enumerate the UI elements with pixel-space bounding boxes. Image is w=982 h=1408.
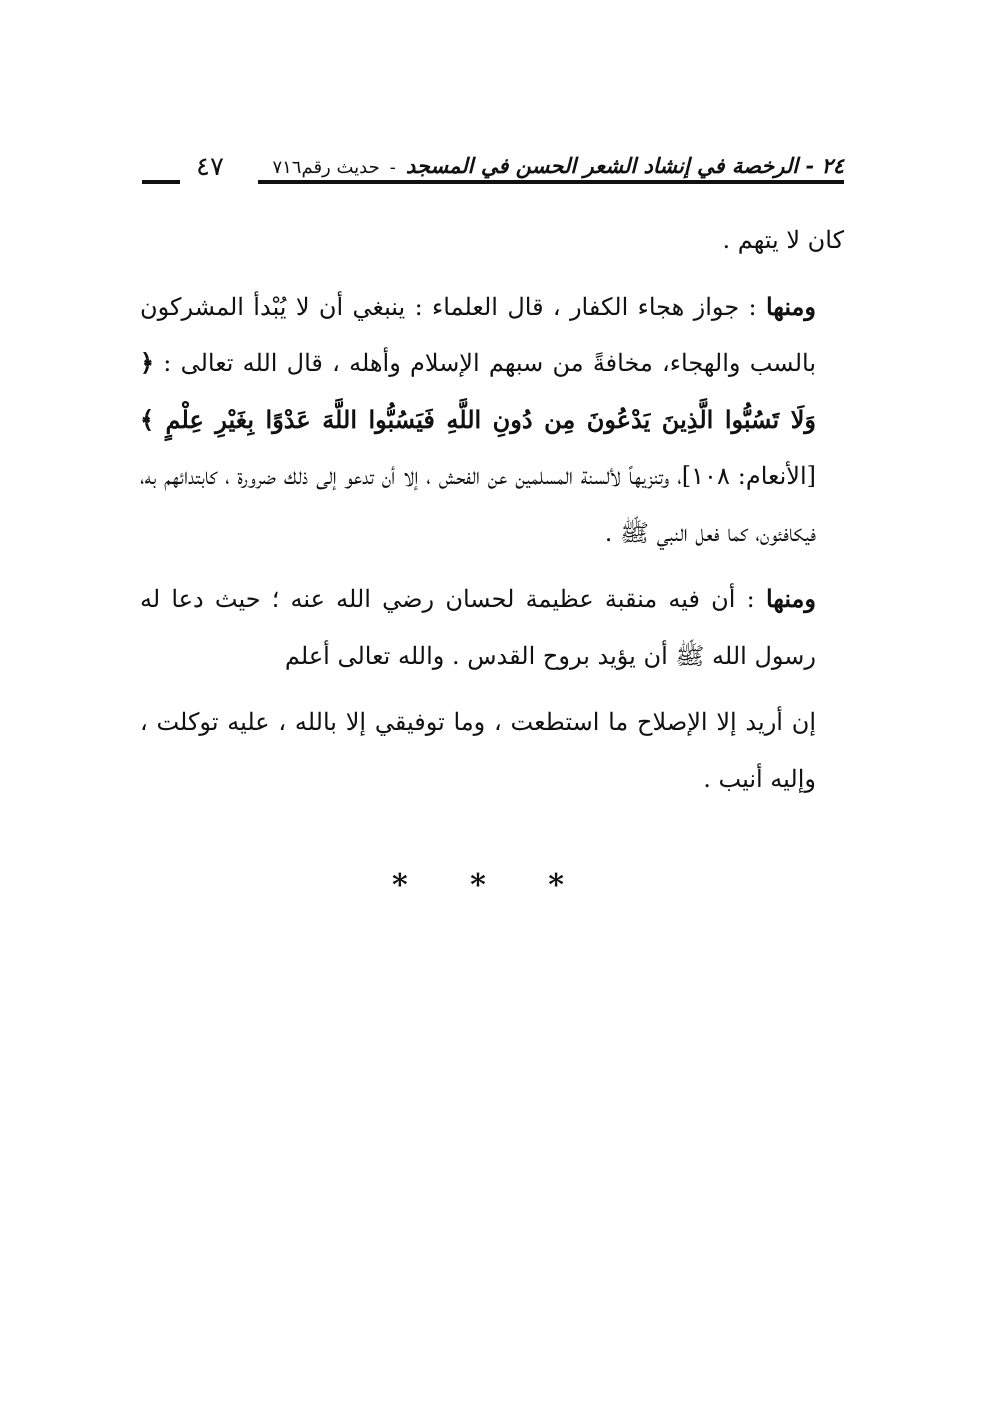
paragraph-1-text: كان لا يتهم . (722, 226, 844, 254)
paragraph-2 (140, 279, 844, 562)
quran-verse: ﴿ وَلَا تَسُبُّوا الَّذِينَ يَدْعُونَ مِن دُونِ اللَّهِ فَيَسُبُّوا اللَّهَ عَدْوًا بِغَيْرِ عِلْمٍ ﴾ (140, 348, 816, 434)
hadith-reference: حديث رقم٧١٦ (272, 157, 380, 178)
paragraph-3-lead: ومنها (765, 584, 816, 613)
page-number-rule (142, 180, 180, 184)
page-header (140, 140, 844, 188)
chapter-title: ٢٤ - الرخصة في إنشاد الشعر الحسن في المسجد (405, 153, 844, 178)
page-body (140, 212, 844, 807)
paragraph-4-text: إن أريد إلا الإصلاح ما استطعت ، وما توفيقي إلا بالله ، عليه توكلت ، وإليه أنيب . (140, 708, 816, 793)
paragraph-3 (140, 571, 844, 684)
header-rule (258, 180, 844, 184)
paragraph-3-text: : أن فيه منقبة عظيمة لحسان رضي الله عنه ؛ حيث دعا له رسول الله ﷺ أن يؤيد بروح القدس . والله تعالى أعلم (140, 585, 816, 670)
paragraph-4 (140, 694, 844, 807)
section-end-stars: * * * (392, 868, 590, 903)
running-head (258, 140, 844, 178)
paragraph-1 (140, 212, 844, 269)
paragraph-2-text-b: [الأنعام: ١٠٨]، وتنزيهاً لألسنة المسلمين عن الفحش ، إلا أن تدعو إلى ذلك ضرورة ، كابتدائهم به، فيكافئون، كما فعل النبي ﷺ . (140, 462, 816, 547)
paragraph-2-text-a: : جواز هجاء الكفار ، قال العلماء : ينبغي أن لا يُبْدأ المشركون بالسب والهجاء، مخافةً من سبهم الإسلام وأهله ، قال الله تعالى : (140, 292, 816, 377)
page-number: ٤٧ (196, 152, 224, 182)
header-separator: - (389, 157, 396, 178)
paragraph-2-lead: ومنها (765, 291, 816, 321)
